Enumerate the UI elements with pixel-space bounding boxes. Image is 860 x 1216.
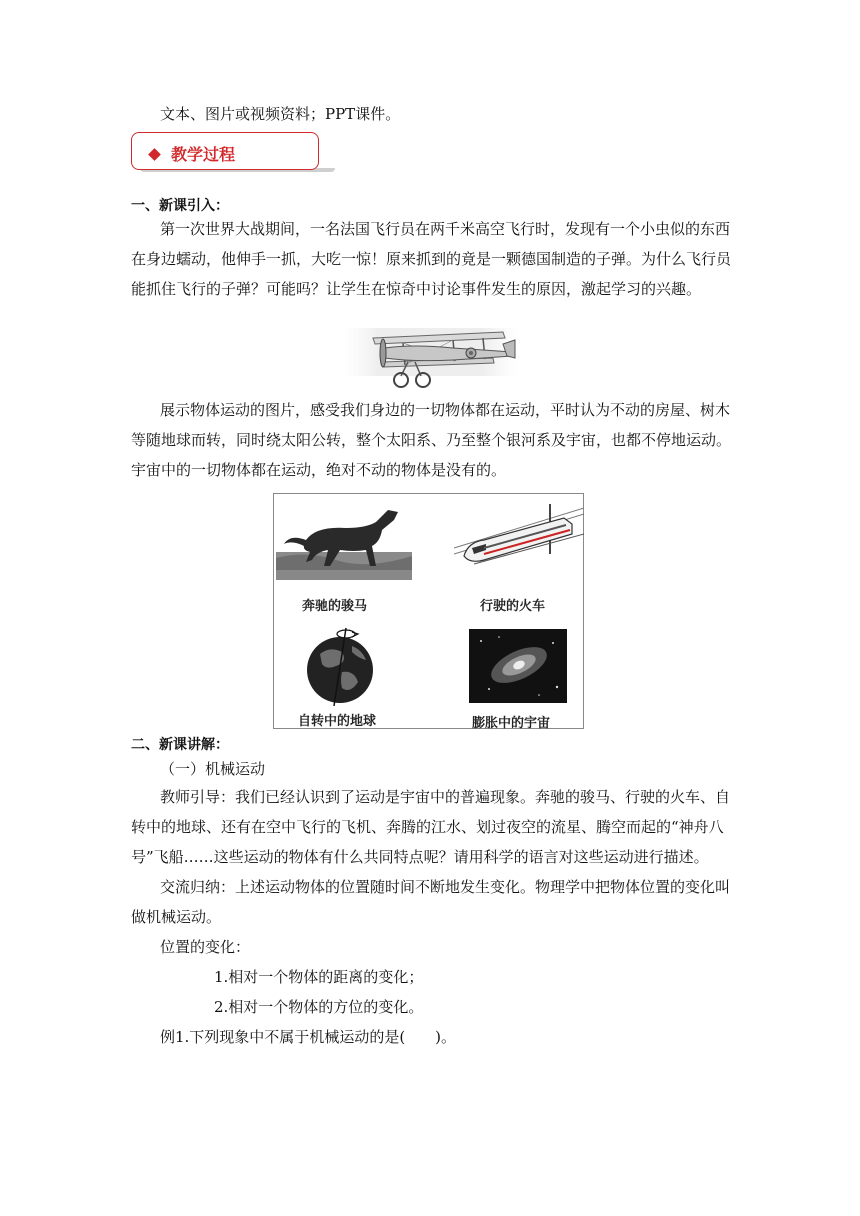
s1-p1-line2: 在身边蠕动，他伸手一抓，大吃一惊！原来抓到的竟是一颗德国制造的子弹。为什么飞行员 (131, 250, 732, 268)
train-image (454, 498, 584, 578)
caption-earth: 自转中的地球 (298, 714, 377, 729)
position-change-label: 位置的变化： (160, 938, 251, 956)
caption-universe: 膨胀中的宇宙 (472, 716, 551, 731)
s2-p1-line3: 号”飞船……这些运动的物体有什么共同特点呢？请用科学的语言对这些运动进行描述。 (131, 848, 709, 866)
caption-horse: 奔驰的骏马 (302, 599, 368, 614)
banner-title-text: 教学过程 (171, 145, 236, 164)
s1-p1-line3: 能抓住飞行的子弹？可能吗？让学生在惊奇中讨论事件发生的原因，激起学习的兴趣。 (131, 280, 702, 298)
expanding-universe-image (469, 629, 567, 703)
s2-p1-line1: 教师引导：我们已经认识到了运动是宇宙中的普遍现象。奔驰的骏马、行驶的火车、自 (160, 788, 731, 806)
section2-heading: 二、新课讲解： (131, 737, 229, 753)
list-item-1: 1.相对一个物体的距离的变化； (214, 968, 424, 986)
list-item-2: 2.相对一个物体的方位的变化。 (214, 998, 424, 1016)
biplane-image (343, 318, 518, 392)
s1-p1-line1: 第一次世界大战期间，一名法国飞行员在两千米高空飞行时，发现有一个小虫似的东西 (160, 220, 731, 238)
example-question: 例1.下列现象中不属于机械运动的是( )。 (160, 1028, 457, 1046)
s1-p2-line2: 等随地球而转，同时绕太阳公转，整个太阳系、乃至整个银河系及宇宙，也都不停地运动。 (131, 431, 732, 449)
diamond-icon (148, 148, 161, 161)
subsection-title: （一）机械运动 (160, 760, 266, 778)
s2-p2-line2: 做机械运动。 (131, 908, 222, 926)
section-banner (131, 132, 319, 170)
caption-train: 行驶的火车 (480, 599, 546, 614)
section1-heading: 一、新课引入： (131, 198, 229, 214)
s2-p1-line2: 转中的地球、还有在空中飞行的飞机、奔腾的江水、划过夜空的流星、腾空而起的“神舟八 (131, 818, 724, 836)
rotating-earth-image (296, 626, 388, 706)
materials-line: 文本、图片或视频资料；PPT课件。 (160, 105, 401, 123)
banner-title (150, 142, 235, 165)
galloping-horse-image (276, 500, 412, 580)
s1-p2-line3: 宇宙中的一切物体都在运动，绝对不动的物体是没有的。 (131, 461, 507, 479)
s1-p2-line1: 展示物体运动的图片，感受我们身边的一切物体都在运动，平时认为不动的房屋、树木 (160, 401, 731, 419)
motion-examples-figure (273, 493, 584, 729)
s2-p2-line1: 交流归纳：上述运动物体的位置随时间不断地发生变化。物理学中把物体位置的变化叫 (160, 878, 731, 896)
